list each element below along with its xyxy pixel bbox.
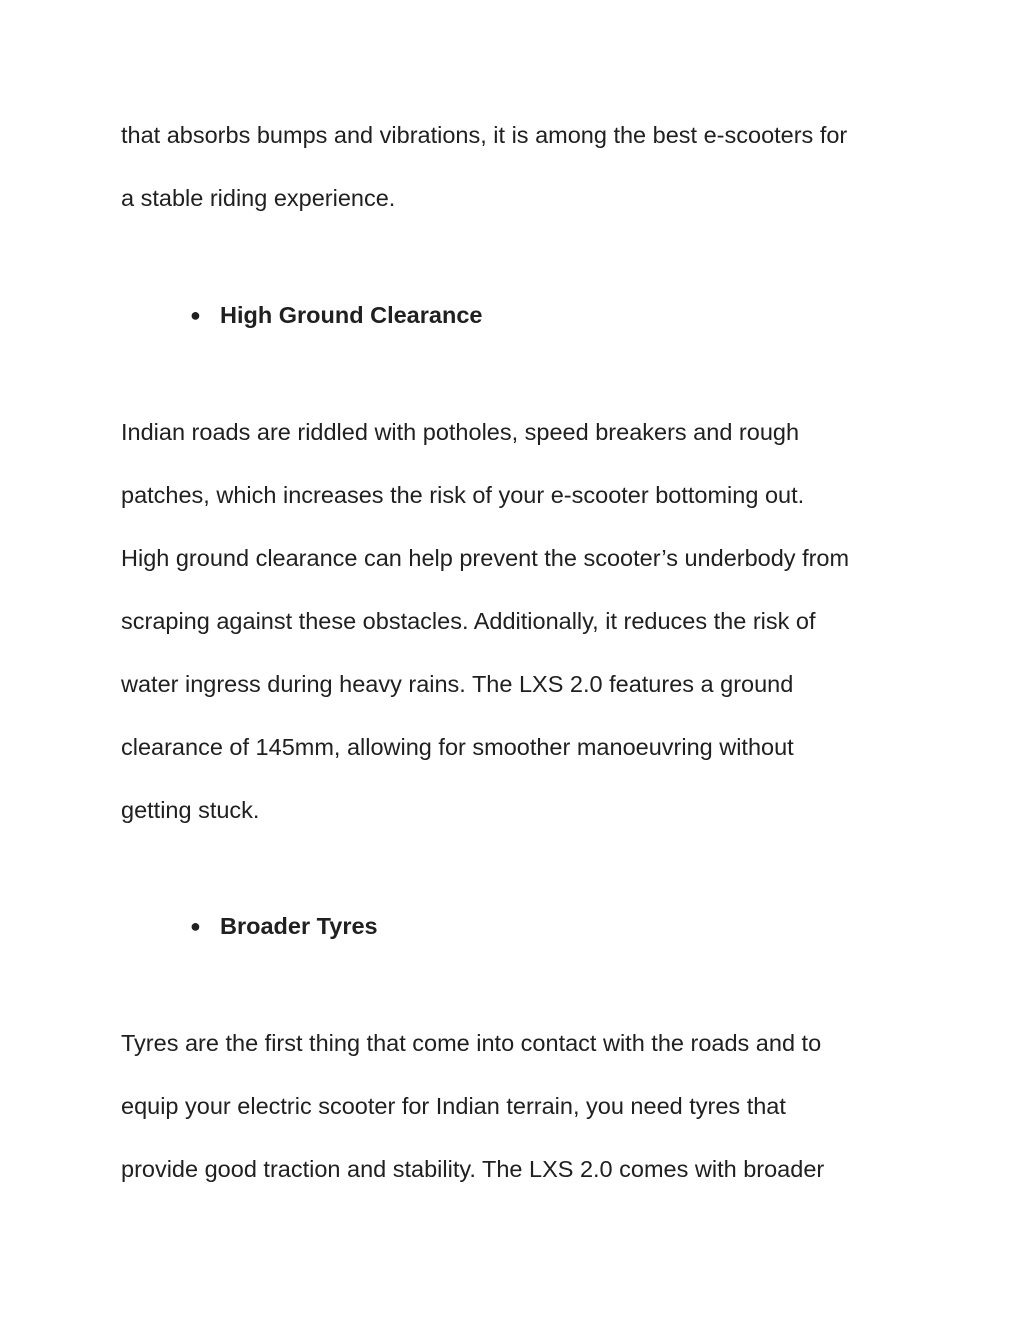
- paragraph-line: a stable riding experience.: [121, 185, 396, 211]
- paragraph-line: that absorbs bumps and vibrations, it is among the best e-scooters for: [121, 122, 848, 148]
- paragraph-line: patches, which increases the risk of your e-scooter bottoming out.: [121, 482, 805, 508]
- bullet-heading-broader-tyres: [190, 912, 378, 940]
- bullet-heading-ground-clearance: [190, 301, 482, 329]
- paragraph-line: getting stuck.: [121, 797, 260, 823]
- paragraph-line: scraping against these obstacles. Additionally, it reduces the risk of: [121, 608, 816, 634]
- section-heading: Broader Tyres: [220, 913, 378, 939]
- bullet-icon: ●: [190, 305, 201, 325]
- paragraph-line: provide good traction and stability. The LXS 2.0 comes with broader: [121, 1156, 825, 1182]
- paragraph-line: water ingress during heavy rains. The LXS 2.0 features a ground: [121, 671, 794, 697]
- section-heading: High Ground Clearance: [220, 302, 483, 328]
- paragraph-line: equip your electric scooter for Indian terrain, you need tyres that: [121, 1093, 786, 1119]
- paragraph-line: Indian roads are riddled with potholes, speed breakers and rough: [121, 419, 800, 445]
- bullet-icon: ●: [190, 916, 201, 936]
- paragraph-line: Tyres are the first thing that come into contact with the roads and to: [121, 1030, 822, 1056]
- paragraph-line: High ground clearance can help prevent the scooter’s underbody from: [121, 545, 850, 571]
- paragraph-line: clearance of 145mm, allowing for smoother manoeuvring without: [121, 734, 794, 760]
